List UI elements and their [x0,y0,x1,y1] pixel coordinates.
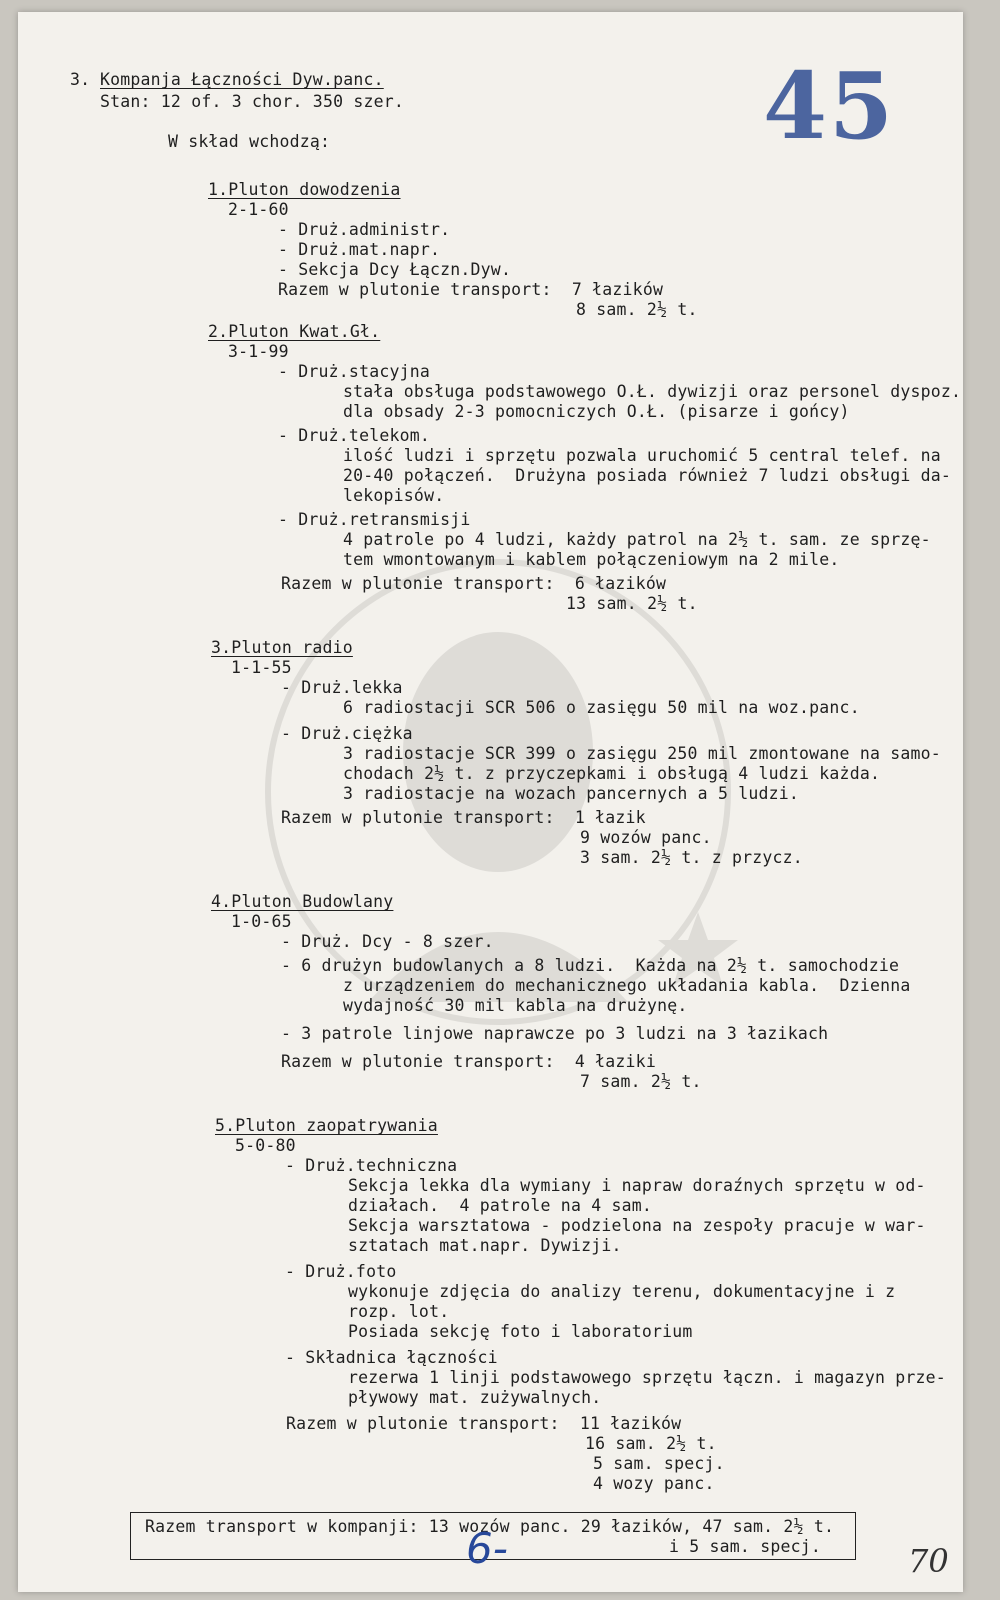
text-line: - Druż.mat.napr. [278,240,441,259]
handwritten-page-number: 70 [908,1542,949,1580]
text-line: 7 sam. 2½ t. [580,1072,702,1091]
text-line: Razem w plutonie transport: 1 łazik [281,808,646,827]
handwritten-number: 6- [466,1524,508,1573]
text-line: 16 sam. 2½ t. [585,1434,717,1453]
text-line: 3 sam. 2½ t. z przycz. [580,848,803,867]
text-line: tem wmontowanym i kablem połączeniowym na 2 mile. [343,550,840,569]
text-line: - 6 drużyn budowlanych a 8 ludzi. Każda na 2½ t. samochodzie [281,956,900,975]
text-line: pływowy mat. zużywalnych. [348,1388,602,1407]
text-line: 13 sam. 2½ t. [566,594,698,613]
text-line: 1-1-55 [231,658,292,677]
section-heading: 4.Pluton Budowlany [211,892,394,911]
total-line-1: Razem transport w kompanji: 13 wozów panc. 29 łazików, 47 sam. 2½ t. [145,1517,835,1536]
archive-stamp-number: 45 [763,52,896,160]
text-line: - Druż.retransmisji [278,510,471,529]
text-line: Posiada sekcję foto i laboratorium [348,1322,693,1341]
text-line: 1-0-65 [231,912,292,931]
text-line: - Druż.ciężka [281,724,413,743]
text-line: - Druż. Dcy - 8 szer. [281,932,494,951]
text-line: 9 wozów panc. [580,828,712,847]
text-line: Razem w plutonie transport: 6 łazików [281,574,667,593]
text-line: z urządzeniem do mechanicznego układania kabla. Dzienna [343,976,911,995]
text-line: ilość ludzi i sprzętu pozwala uruchomić 5 central telef. na [343,446,941,465]
text-line: rezerwa 1 linji podstawowego sprzętu łączn. i magazyn prze- [348,1368,946,1387]
text-line: 4 patrole po 4 ludzi, każdy patrol na 2½ t. sam. ze sprzę- [343,530,931,549]
section-heading: 2.Pluton Kwat.Gł. [208,322,381,341]
text-line: - Składnica łączności [285,1348,498,1367]
text-line: stała obsługa podstawowego O.Ł. dywizji oraz personel dyspoz. [343,382,962,401]
text-line: Razem w plutonie transport: 11 łazików [286,1414,682,1433]
text-line: - Druż.telekom. [278,426,431,445]
text-line: Razem w plutonie transport: 7 łazików [278,280,664,299]
text-line: 3 radiostacje na wozach pancernych a 5 ludzi. [343,784,800,803]
text-line: działach. 4 patrole na 4 sam. [348,1196,653,1215]
text-line: dla obsady 2-3 pomocniczych O.Ł. (pisarze i gońcy) [343,402,850,421]
section-heading: 3.Pluton radio [211,638,353,657]
text-line: Sekcja warsztatowa - podzielona na zespoły pracuje w war- [348,1216,926,1235]
text-line: 20-40 połączeń. Drużyna posiada również 7 ludzi obsługi da- [343,466,952,485]
section-heading: 1.Pluton dowodzenia [208,180,401,199]
text-line: - Druż.stacyjna [278,362,431,381]
text-line: - Druż.techniczna [285,1156,458,1175]
text-line: - 3 patrole linjowe naprawcze po 3 ludzi na 3 łazikach [281,1024,829,1043]
text-line: wydajność 30 mil kabla na drużynę. [343,996,688,1015]
section-number: 3. [70,70,91,89]
strength-line: Stan: 12 of. 3 chor. 350 szer. [100,92,405,111]
text-line: wykonuje zdjęcia do analizy terenu, dokumentacyjne i z [348,1282,896,1301]
text-line: 4 wozy panc. [593,1474,715,1493]
text-line: Sekcja lekka dla wymiany i napraw doraźnych sprzętu w od- [348,1176,926,1195]
text-line: sztatach mat.napr. Dywizji. [348,1236,622,1255]
text-line: - Druż.foto [285,1262,397,1281]
section-heading: 5.Pluton zaopatrywania [215,1116,438,1135]
text-line: chodach 2½ t. z przyczepkami i obsługą 4 ludzi każda. [343,764,881,783]
text-line: - Sekcja Dcy Łączn.Dyw. [278,260,512,279]
text-line: 2-1-60 [228,200,289,219]
text-line: 5 sam. specj. [593,1454,725,1473]
text-line: 3-1-99 [228,342,289,361]
document-page [18,12,963,1592]
text-line: 6 radiostacji SCR 506 o zasięgu 50 mil na woz.panc. [343,698,860,717]
text-line: - Druż.administr. [278,220,451,239]
text-line: 5-0-80 [235,1136,296,1155]
text-line: lekopisów. [343,486,445,505]
text-line: 3 radiostacje SCR 399 o zasięgu 250 mil zmontowane na samo- [343,744,941,763]
page-title: Kompanja Łączności Dyw.panc. [100,70,384,89]
text-line: Razem w plutonie transport: 4 łaziki [281,1052,656,1071]
intro-line: W skład wchodzą: [168,132,331,151]
text-line: - Druż.lekka [281,678,403,697]
total-line-2: i 5 sam. specj. [669,1537,822,1556]
text-line: rozp. lot. [348,1302,450,1321]
text-line: 8 sam. 2½ t. [576,300,698,319]
